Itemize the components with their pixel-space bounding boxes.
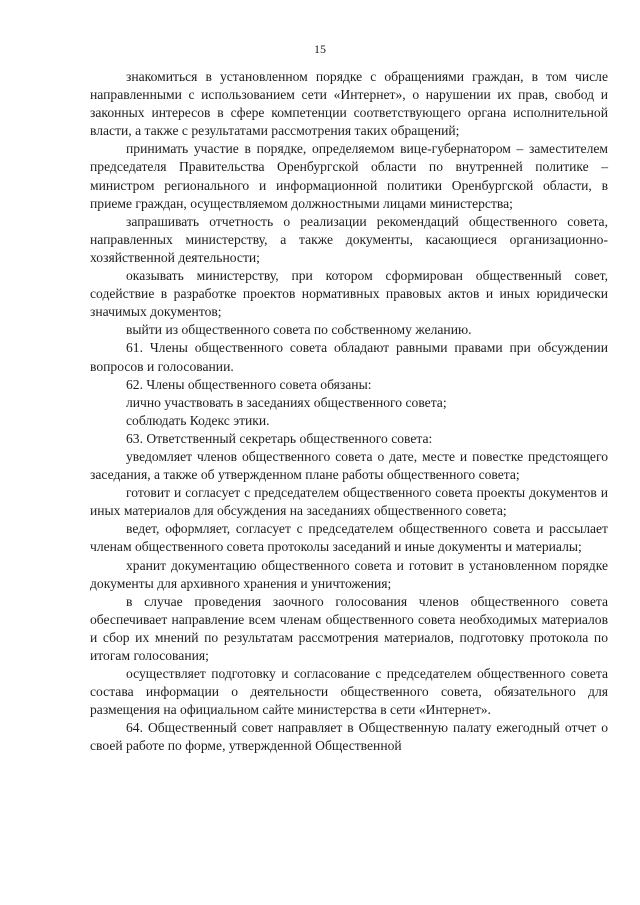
paragraph: ведет, оформляет, согласует с председателем общественного совета и рассылает членам общественного совета протоколы заседаний и иные документы и материалы; [90,521,608,555]
paragraph: знакомиться в установленном порядке с обращениями граждан, в том числе направленными с использованием сети «Интернет», о нарушении их прав, свобод и законных интересов в сфере компетенции соответствующего органа исполнительной власти, а также с результатами рассмотрения таких обращений; [90,69,608,139]
paragraph: лично участвовать в заседаниях общественного совета; [126,394,447,410]
paragraph: хранит документацию общественного совета и готовит в установленном порядке документы для архивного хранения и уничтожения; [90,557,608,591]
paragraph: 63. Ответственный секретарь общественного совета: [126,430,433,446]
paragraph: осуществляет подготовку и согласование с председателем общественного совета состава информации о деятельности общественного совета, обязательного для размещения на официальном сайте министерства в сети «Интернет». [90,666,608,718]
paragraph: запрашивать отчетность о реализации рекомендаций общественного совета, направленных министерству, а также документы, касающиеся организационно-хозяйственной деятельности; [90,213,608,265]
paragraph: готовит и согласует с председателем общественного совета проекты документов и иных материалов для обсуждения на заседаниях общественного совета; [90,485,608,519]
paragraph: соблюдать Кодекс этики. [126,412,270,428]
document-body [90,68,608,756]
page-number: 15 [314,42,326,56]
paragraph: оказывать министерству, при котором сформирован общественный совет, содействие в разработке проектов нормативных правовых актов и иных юридически значимых документов; [90,268,608,320]
paragraph: 64. Общественный совет направляет в Общественную палату ежегодный отчет о своей работе по форме, утвержденной Общественной [90,720,608,754]
paragraph: уведомляет членов общественного совета о дате, месте и повестке предстоящего заседания, а также об утвержденном плане работы общественного совета; [90,448,608,483]
paragraph: в случае проведения заочного голосования членов общественного совета обеспечивает направление всем членам общественного совета необходимых материалов и сбор их мнений по результатам рассмотрения материалов, подготовку протокола по итогам голосования; [90,593,608,663]
paragraph: 62. Члены общественного совета обязаны: [126,376,372,392]
paragraph: 61. Члены общественного совета обладают равными правами при обсуждении вопросов и голосовании. [90,340,608,374]
paragraph: выйти из общественного совета по собственному желанию. [126,322,472,338]
paragraph: принимать участие в порядке, определяемом вице-губернатором – заместителем председателя Правительства Оренбургской области по внутренней политике – министром регионального и информационной политики Оренбургской области, в приеме граждан, осуществляемом должностными лицами министерства; [90,141,608,211]
